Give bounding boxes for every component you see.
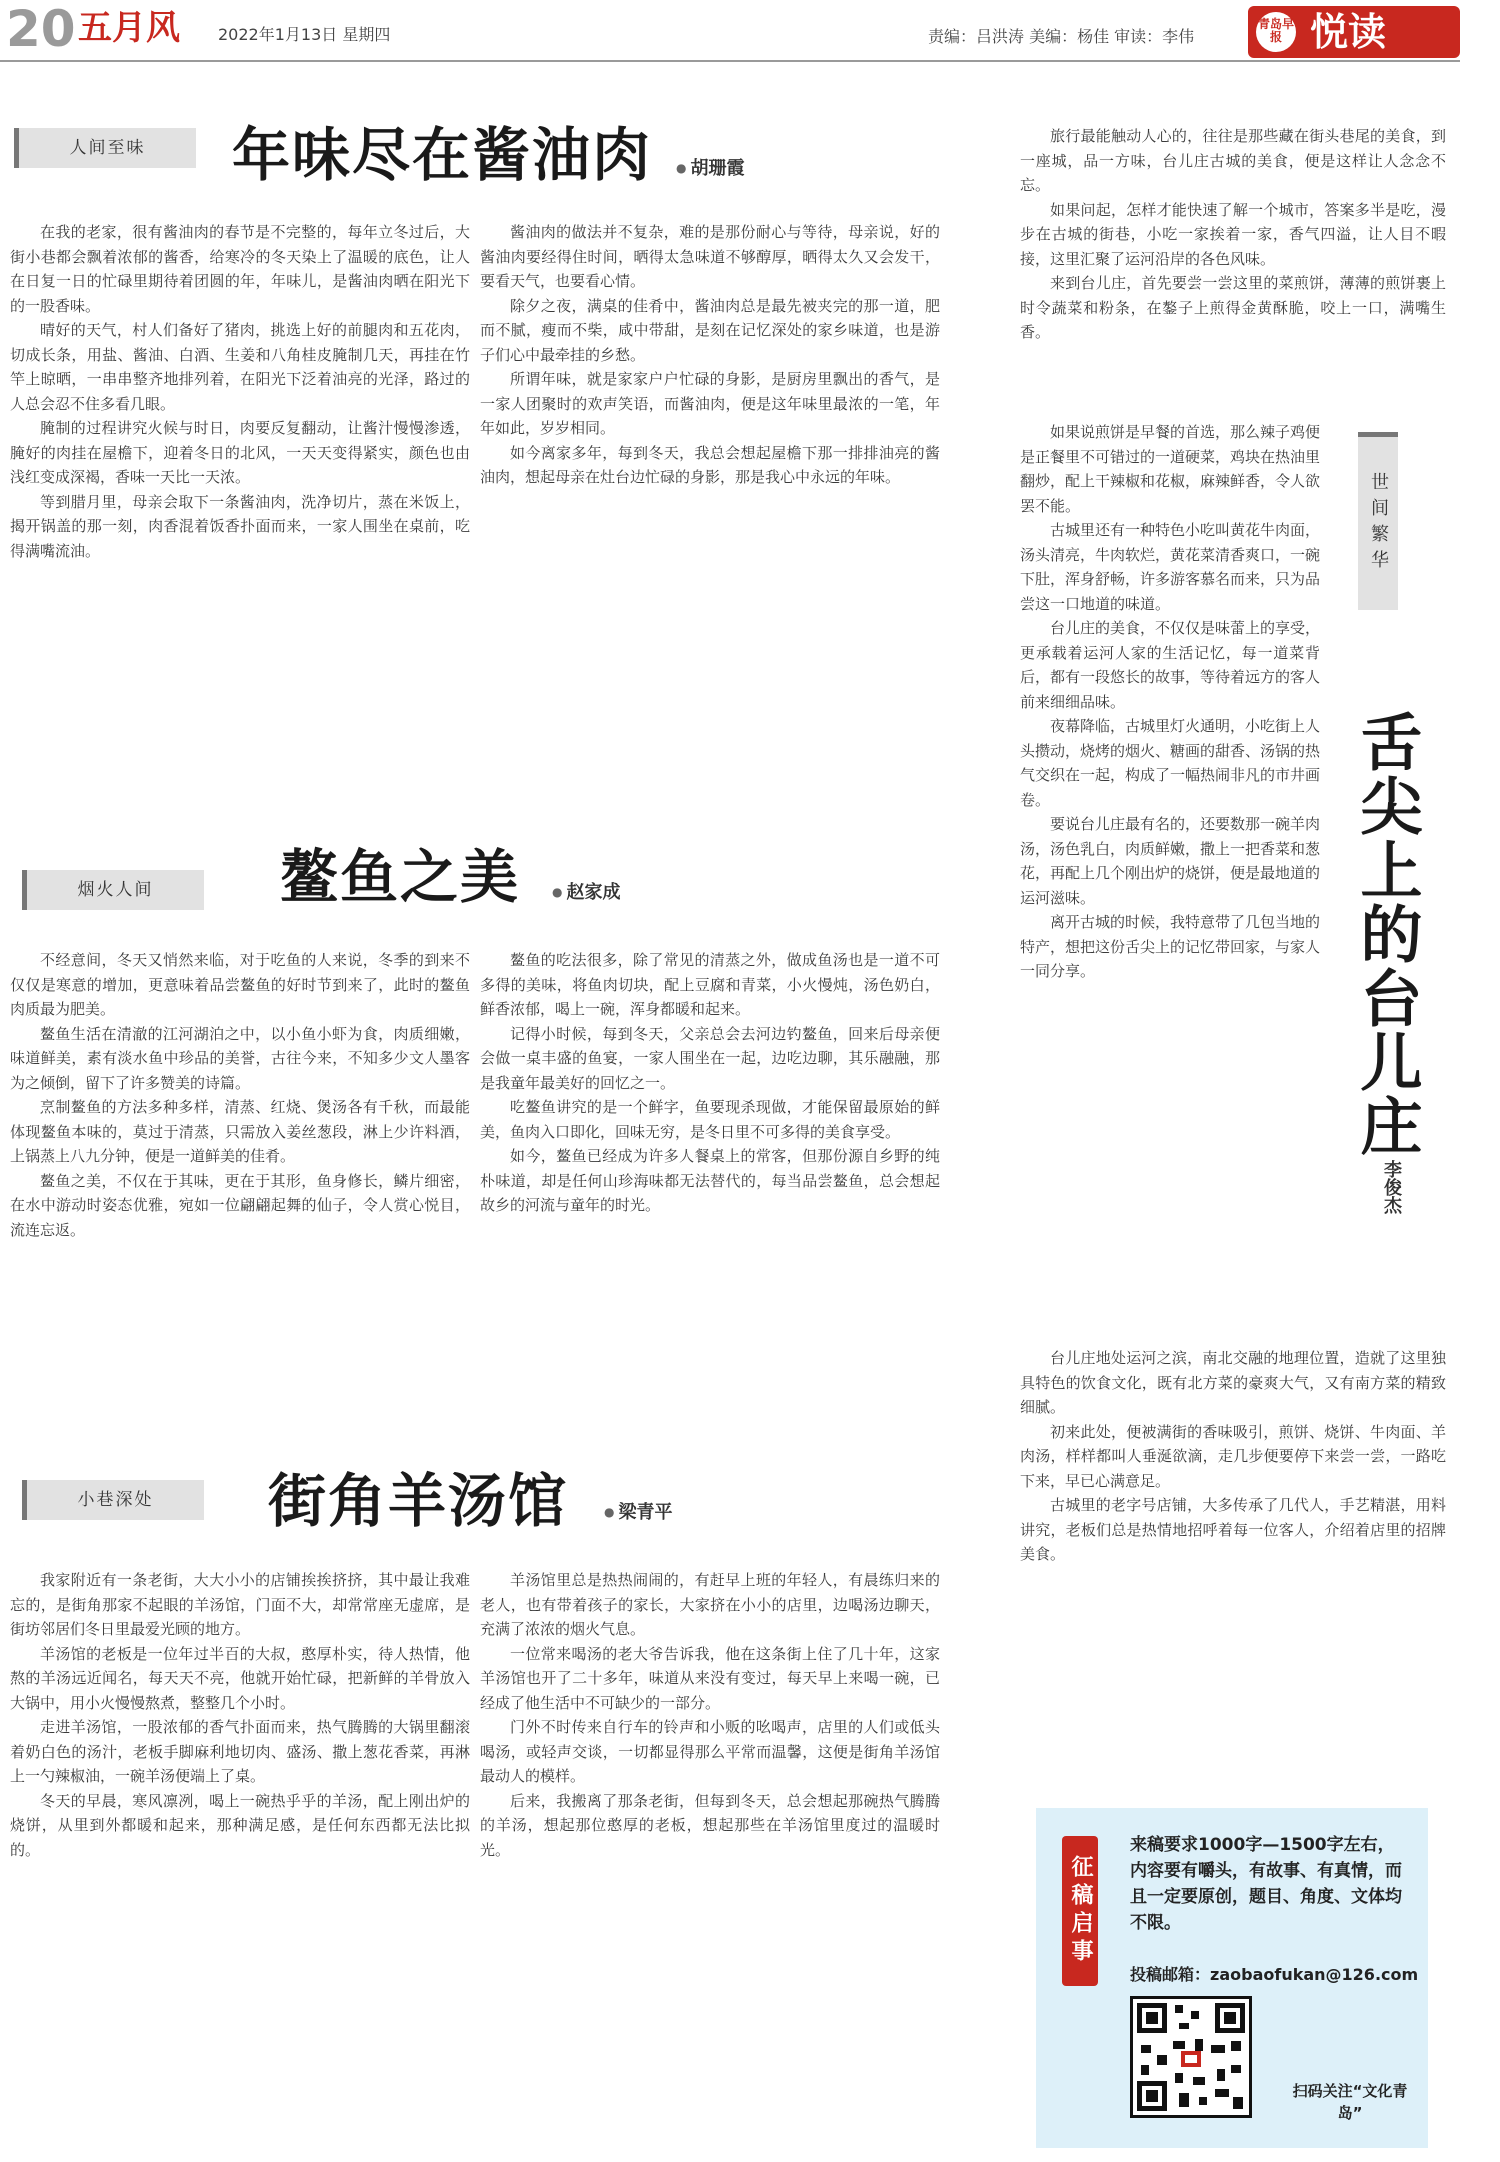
editor-credits: 责编：吕洪涛 美编：杨佳 审读：李伟: [928, 27, 1195, 46]
paragraph: 羊汤馆的老板是一位年过半百的大叔，憨厚朴实，待人热情，他熬的羊汤远近闻名，每天天不亮，他就开始忙碌，把新鲜的羊骨放入大锅中，用小火慢慢熬煮，整整几个小时。: [10, 1644, 470, 1712]
paragraph: 烹制鳌鱼的方法多种多样，清蒸、红烧、煲汤各有千秋，而最能体现鳌鱼本味的，莫过于清蒸，只需放入姜丝葱段，淋上少许料酒，上锅蒸上八九分钟，便是一道鲜美的佳肴。: [10, 1098, 470, 1165]
paragraph: 台儿庄地处运河之滨，南北交融的地理位置，造就了这里独具特色的饮食文化，既有北方菜的豪爽大气，又有南方菜的精致细腻。: [1020, 1349, 1446, 1416]
paragraph: 旅行最能触动人心的，往往是那些藏在街头巷尾的美食，到一座城，品一方味，台儿庄古城的美食，便是这样让人念念不忘。: [1020, 127, 1446, 194]
article-column-2: [480, 948, 940, 1398]
paragraph: 古城里还有一种特色小吃叫黄花牛肉面，汤头清亮，牛肉软烂，黄花菜清香爽口，一碗下肚，浑身舒畅，许多游客慕名而来，只为品尝这一口地道的味道。: [1020, 521, 1320, 613]
paragraph: 所谓年味，就是家家户户忙碌的身影，是厨房里飘出的香气，是一家人团聚时的欢声笑语，而酱油肉，便是这年味里最浓的一笔，年年如此，岁岁相同。: [480, 370, 940, 437]
article-byline: ● 胡珊霞: [676, 156, 744, 181]
article-tag: 小巷深处: [22, 1480, 204, 1520]
article-title: 舌尖上的台儿庄: [1350, 710, 1423, 1158]
paragraph: 酱油肉的做法并不复杂，难的是那份耐心与等待，母亲说，好的酱油肉要经得住时间，晒得太急味道不够醇厚，晒得太久又会发干，要看天气，也要看心情。: [480, 223, 940, 290]
article-tag: 烟火人间: [22, 870, 204, 910]
paragraph: 吃鳌鱼讲究的是一个鲜字，鱼要现杀现做，才能保留最原始的鲜美，鱼肉入口即化，回味无穷，是冬日里不可多得的美食享受。: [480, 1098, 940, 1141]
article-tag: 人间至味: [14, 128, 196, 168]
page-number: 20: [6, 0, 76, 58]
paragraph: 门外不时传来自行车的铃声和小贩的吆喝声，店里的人们或低头喝汤，或轻声交谈，一切都显得那么平常而温馨，这便是街角羊汤馆最动人的模样。: [480, 1718, 940, 1785]
section-name: 五月风: [78, 8, 180, 48]
article-column-1: [10, 948, 470, 1398]
paragraph: 在我的老家，很有酱油肉的春节是不完整的，每年立冬过后，大街小巷都会飘着浓郁的酱香，给寒冷的冬天染上了温暖的底色，让人在日复一日的忙碌里期待着团圆的年，年味儿，是酱油肉晒在阳光下的一股香味。: [10, 223, 470, 315]
paragraph: 一位常来喝汤的老大爷告诉我，他在这条街上住了几十年，这家羊汤馆也开了二十多年，味道从来没有变过，每天早上来喝一碗，已经成了他生活中不可缺少的一部分。: [480, 1644, 940, 1712]
paragraph: 台儿庄的美食，不仅仅是味蕾上的享受，更承载着运河人家的生活记忆，每一道菜背后，都有一段悠长的故事，等待着远方的客人前来细细品味。: [1020, 619, 1320, 711]
call-for-papers-tab: 征稿启事: [1062, 1836, 1098, 1986]
paragraph: 除夕之夜，满桌的佳肴中，酱油肉总是最先被夹完的那一道，肥而不腻，瘦而不柴，咸中带甜，是刻在记忆深处的家乡味道，也是游子们心中最牵挂的乡愁。: [480, 296, 940, 364]
article-title: 鳌鱼之美: [280, 843, 521, 911]
email-address[interactable]: zaobaofukan@126.com: [1210, 1965, 1419, 1984]
paragraph: 如今，鳌鱼已经成为许多人餐桌上的常客，但那份源自乡野的纯朴味道，却是任何山珍海味都无法替代的，每当品尝鳌鱼，总会想起故乡的河流与童年的时光。: [480, 1147, 940, 1214]
paragraph: 要说台儿庄最有名的，还要数那一碗羊肉汤，汤色乳白，肉质鲜嫩，撒上一把香菜和葱花，再配上几个刚出炉的烧饼，便是最地道的运河滋味。: [1020, 815, 1320, 907]
paragraph: 走进羊汤馆，一股浓郁的香气扑面而来，热气腾腾的大锅里翻滚着奶白色的汤汁，老板手脚麻利地切肉、盛汤、撒上葱花香菜，再淋上一勺辣椒油，一碗羊汤便端上了桌。: [10, 1718, 470, 1785]
paragraph: 我家附近有一条老街，大大小小的店铺挨挨挤挤，其中最让我难忘的，是街角那家不起眼的羊汤馆，门面不大，却常常座无虚席，是街坊邻居们冬日里最爱光顾的地方。: [10, 1571, 470, 1638]
email-label: 投稿邮箱：: [1130, 1965, 1211, 1984]
paragraph: 等到腊月里，母亲会取下一条酱油肉，洗净切片，蒸在米饭上，揭开锅盖的那一刻，肉香混着饭香扑面而来，一家人围坐在桌前，吃得满嘴流油。: [10, 492, 470, 560]
article-title: 年味尽在酱油肉: [232, 121, 653, 189]
article-byline: ● 梁青平: [604, 1500, 672, 1525]
paragraph: 后来，我搬离了那条老街，但每到冬天，总会想起那碗热气腾腾的羊汤，想起那位憨厚的老板，想起那些在羊汤馆里度过的温暖时光。: [480, 1791, 940, 1859]
paragraph: 如今离家多年，每到冬天，我总会想起屋檐下那一排排油亮的酱油肉，想起母亲在灶台边忙碌的身影，那是我心中永远的年味。: [480, 443, 940, 486]
qr-caption: 扫码关注“文化青岛”: [1292, 2082, 1408, 2122]
qr-code-icon[interactable]: [1130, 1996, 1252, 2118]
column-title: 悦读: [1310, 9, 1387, 54]
article-title: 街角羊汤馆: [268, 1467, 569, 1535]
article-byline: ● 赵家成: [552, 880, 620, 905]
article-column-top: [1020, 124, 1446, 419]
paragraph: 古城里的老字号店铺，大多传承了几代人，手艺精湛，用料讲究，老板们总是热情地招呼着每一位客人，介绍着店里的招牌美食。: [1020, 1496, 1446, 1563]
paragraph: 离开古城的时候，我特意带了几包当地的特产，想把这份舌尖上的记忆带回家，与家人一同分享。: [1020, 913, 1320, 980]
paragraph: 如果说煎饼是早餐的首选，那么辣子鸡便是正餐里不可错过的一道硬菜，鸡块在热油里翻炒，配上干辣椒和花椒，麻辣鲜香，令人欲罢不能。: [1020, 423, 1320, 515]
paragraph: 鳌鱼之美，不仅在于其味，更在于其形，鱼身修长，鳞片细密，在水中游动时姿态优雅，宛如一位翩翩起舞的仙子，令人赏心悦目，流连忘返。: [10, 1171, 470, 1239]
paragraph: 来到台儿庄，首先要尝一尝这里的菜煎饼，薄薄的煎饼裹上时令蔬菜和粉条，在鏊子上煎得金黄酥脆，咬上一口，满嘴生香。: [1020, 274, 1446, 341]
paragraph: 羊汤馆里总是热热闹闹的，有赶早上班的年轻人，有晨练归来的老人，也有带着孩子的家长，大家挤在小小的店里，边喝汤边聊天，充满了浓浓的烟火气息。: [480, 1571, 940, 1638]
paragraph: 鳌鱼的吃法很多，除了常见的清蒸之外，做成鱼汤也是一道不可多得的美味，将鱼肉切块，配上豆腐和青菜，小火慢炖，汤色奶白，鲜香浓郁，喝上一碗，浑身都暖和起来。: [480, 951, 940, 1018]
paragraph: 记得小时候，每到冬天，父亲总会去河边钓鳌鱼，回来后母亲便会做一桌丰盛的鱼宴，一家人围坐在一起，边吃边聊，其乐融融，那是我童年最美好的回忆之一。: [480, 1024, 940, 1092]
article-column-1: [10, 220, 470, 780]
article-column-bottom: [1020, 1346, 1446, 1786]
paragraph: 初来此处，便被满街的香味吸引，煎饼、烧饼、牛肉面、羊肉汤，样样都叫人垂涎欲滴，走几步便要停下来尝一尝，一路吃下来，早已心满意足。: [1020, 1422, 1446, 1490]
paragraph: 如果问起，怎样才能快速了解一个城市，答案多半是吃，漫步在古城的街巷，小吃一家挨着一家，香气四溢，让人目不暇接，这里汇聚了运河沿岸的各色风味。: [1020, 200, 1446, 268]
article-column-2: [480, 220, 940, 780]
paragraph: 不经意间，冬天又悄然来临，对于吃鱼的人来说，冬季的到来不仅仅是寒意的增加，更意味着品尝鳌鱼的好时节到来了，此时的鳌鱼肉质最为肥美。: [10, 951, 470, 1018]
paragraph: 冬天的早晨，寒风凛冽，喝上一碗热乎乎的羊汤，配上刚出炉的烧饼，从里到外都暖和起来，那种满足感，是任何东西都无法比拟的。: [10, 1791, 470, 1859]
article-column-2: [480, 1568, 940, 2142]
submission-requirements: 来稿要求1000字—1500字左右，内容要有嚼头，有故事、有真情，而且一定要原创，题目、角度、文体均不限。: [1130, 1835, 1402, 1933]
article-column-1: [10, 1568, 470, 2142]
issue-date: 2022年1月13日 星期四: [218, 25, 391, 44]
submission-email[interactable]: [1130, 1964, 1418, 1986]
paragraph: 晴好的天气，村人们备好了猪肉，挑选上好的前腿肉和五花肉，切成长条，用盐、酱油、白酒、生姜和八角桂皮腌制几天，再挂在竹竿上晾晒，一串串整齐地排列着，在阳光下泛着油亮的光泽，路过的人总会忍不住多看几眼。: [10, 321, 470, 413]
paragraph: 鳌鱼生活在清澈的江河湖泊之中，以小鱼小虾为食，肉质细嫩，味道鲜美，素有淡水鱼中珍品的美誉，古往今来，不知多少文人墨客为之倾倒，留下了许多赞美的诗篇。: [10, 1024, 470, 1092]
paragraph: 夜幕降临，古城里灯火通明，小吃街上人头攒动，烧烤的烟火、糖画的甜香、汤锅的热气交织在一起，构成了一幅热闹非凡的市井画卷。: [1020, 717, 1320, 809]
article-column-side: [1020, 420, 1320, 1340]
article-tag: 世间繁华: [1358, 432, 1398, 610]
masthead-divider: [0, 60, 1460, 62]
newspaper-logo: 青岛早报: [1256, 12, 1296, 52]
masthead: [0, 0, 1500, 64]
article-byline: 李俊杰: [1381, 1160, 1402, 1214]
paragraph: 腌制的过程讲究火候与时日，肉要反复翻动，让酱汁慢慢渗透，腌好的肉挂在屋檐下，迎着冬日的北风，一天天变得紧实，颜色也由浅红变成深褐，香味一天比一天浓。: [10, 419, 470, 486]
